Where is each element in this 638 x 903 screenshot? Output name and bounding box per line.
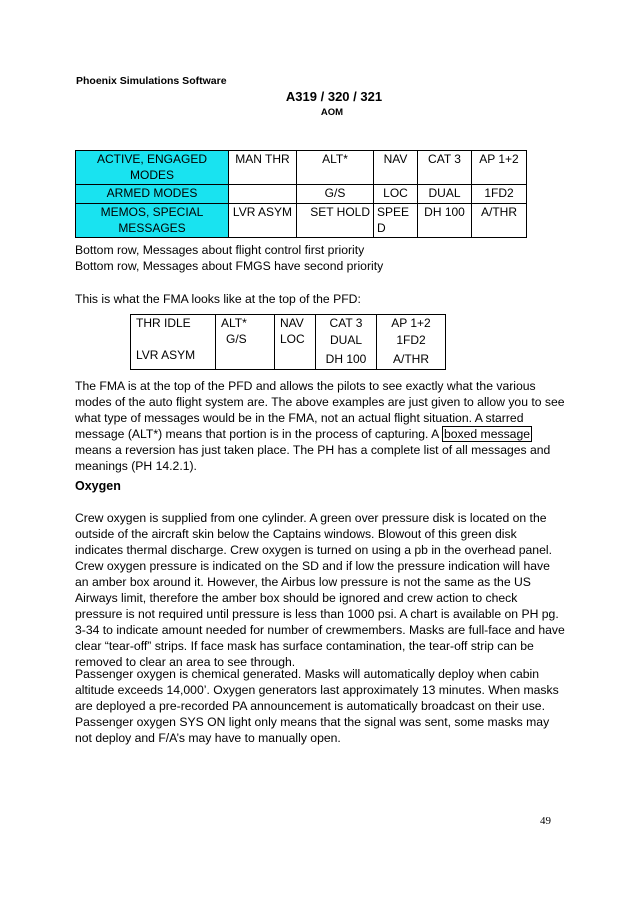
fma-column-lateral	[275, 315, 316, 370]
fma-cell: CAT 3	[329, 316, 363, 330]
fma-cell: A/THR	[393, 352, 429, 366]
pfd-fma-display	[130, 314, 446, 370]
fma-cell: THR IDLE	[136, 316, 191, 330]
fma-cell	[136, 331, 210, 347]
row-label-memos: MEMOS, SPECIAL MESSAGES	[76, 204, 229, 238]
table-cell: G/S	[297, 185, 374, 204]
table-cell: MAN THR	[229, 151, 297, 185]
fma-cell: LVR ASYM	[136, 348, 196, 362]
fma-cell: DH 100	[325, 352, 367, 366]
table-cell: CAT 3	[418, 151, 472, 185]
text-span: means a reversion has just taken place. The PH has a complete list of all messages and meanings (PH 14.2.1).	[75, 443, 551, 473]
crew-oxygen-paragraph	[75, 510, 565, 670]
fma-cell: AP 1+2	[391, 316, 431, 330]
table-cell: DUAL	[418, 185, 472, 204]
table-cell: DH 100	[418, 204, 472, 238]
fma-column-vertical	[216, 315, 275, 370]
table-cell: LVR ASYM	[229, 204, 297, 238]
passenger-oxygen-paragraph	[75, 666, 565, 746]
crew-oxygen-text: Crew oxygen is supplied from one cylinder. A green over pressure disk is located on the outside of the aircraft skin below the Captains windows. Blowout of this green disk indicates thermal discharge. Crew oxygen is turned on using a pb in the overhead panel. Crew oxygen pressure is indicated on the SD and if low the pressure indication will have an amber box around it. However, the Airbus low pressure is not the same as the US Airways limit, therefore the amber box should be ignored and crew action to check pressure is not required until pressure is less than 1000 psi. A chart is available on PH pg. 3-34 to indicate amount needed for number of crewmembers. Masks are full-face and have clear “tear-off” strips. If face mask has surface contamination, the tear-off strip can be removed to clear an area to see through.	[75, 511, 565, 669]
table-row	[131, 315, 446, 370]
fma-modes-table	[75, 150, 527, 238]
fma-intro	[75, 291, 565, 307]
table-cell: 1FD2	[472, 185, 527, 204]
oxygen-heading: Oxygen	[75, 479, 121, 493]
text-span: The FMA is at the top of the PFD and allows the pilots to see exactly what the various modes of the auto flight system are. The above examples are just given to allow you to see what type of messages would be in the FMA, not an actual flight situation. A starred message (ALT*) means that portion is in the process of capturing. A	[75, 379, 565, 441]
table-cell: ALT*	[297, 151, 374, 185]
table-cell: NAV	[374, 151, 418, 185]
table-row	[76, 204, 527, 238]
table-cell: A/THR	[472, 204, 527, 238]
fma-cell: LOC	[280, 332, 305, 346]
table-cell	[229, 185, 297, 204]
table-cell: AP 1+2	[472, 151, 527, 185]
fma-cell: 1FD2	[396, 333, 426, 347]
company-name: Phoenix Simulations Software	[76, 75, 227, 87]
fma-intro-text: This is what the FMA looks like at the top of the PFD:	[75, 292, 361, 306]
fma-column-autoflight	[377, 315, 446, 370]
fma-cell: NAV	[280, 316, 304, 330]
fma-explanation-text	[75, 378, 565, 474]
table-row	[76, 185, 527, 204]
document-title: A319 / 320 / 321	[285, 89, 383, 104]
boxed-term: boxed message	[443, 427, 530, 441]
fma-column-thrust	[131, 315, 216, 370]
fma-explanation	[75, 378, 565, 474]
page-number: 49	[540, 815, 551, 827]
table-row	[76, 151, 527, 185]
fma-cell: DUAL	[329, 333, 362, 347]
note-line: Bottom row, Messages about flight control first priority	[75, 243, 365, 257]
fma-cell: G/S	[226, 332, 247, 346]
document-subtitle: AOM	[320, 107, 344, 118]
row-label-active: ACTIVE, ENGAGED MODES	[76, 151, 229, 185]
fma-cell: ALT*	[221, 316, 247, 330]
fma-column-approach	[316, 315, 377, 370]
table-cell: LOC	[374, 185, 418, 204]
note-line: Bottom row, Messages about FMGS have second priority	[75, 259, 384, 273]
table-cell: SPEE D	[374, 204, 418, 238]
priority-notes	[75, 242, 565, 274]
row-label-armed: ARMED MODES	[76, 185, 229, 204]
passenger-oxygen-text: Passenger oxygen is chemical generated. Masks will automatically deploy when cabin altitude exceeds 14,000’. Oxygen generators last approximately 13 minutes. When masks are deployed a pre-recorded PA announcement is automatically broadcast on their use. Passenger oxygen SYS ON light only means that the signal was sent, some masks may not deploy and F/A’s may have to manually open.	[75, 667, 559, 745]
table-cell: SET HOLD	[297, 204, 374, 238]
